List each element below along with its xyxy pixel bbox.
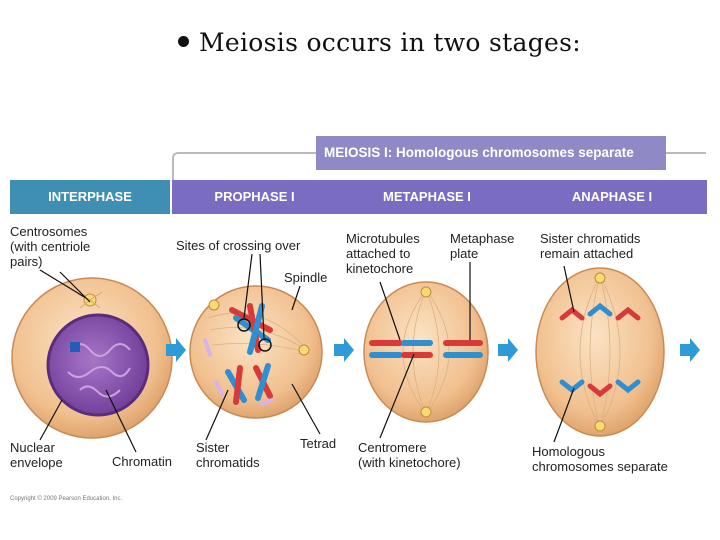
centrosome-icon [299, 345, 309, 355]
phase-prophase-i: PROPHASE I [172, 180, 337, 214]
centrosome-icon [209, 300, 219, 310]
label-chromatin: Chromatin [112, 454, 172, 469]
label-sister-chromatids: Sister chromatids [196, 440, 260, 470]
phase-anaphase-i: ANAPHASE I [517, 180, 707, 214]
slide-title-text: Meiosis occurs in two stages: [199, 28, 581, 57]
label-centromere: Centromere (with kinetochore) [358, 440, 461, 470]
centrosome-icon [421, 407, 431, 417]
meiosis-banner: MEIOSIS I: Homologous chromosomes separate [316, 136, 666, 170]
label-nuclear-envelope: Nuclear envelope [10, 440, 63, 470]
label-microtubules: Microtubules attached to kinetochore [346, 231, 420, 276]
phase-interphase: INTERPHASE [10, 180, 170, 214]
label-spindle: Spindle [284, 270, 328, 285]
label-crossing-over: Sites of crossing over [176, 238, 301, 253]
phase-metaphase-i: METAPHASE I [337, 180, 517, 214]
nucleolus [70, 342, 80, 352]
anaphase-cell [536, 268, 664, 436]
centrosome-icon [421, 287, 431, 297]
prophase-cell [190, 286, 322, 418]
copyright-text: Copyright © 2009 Pearson Education, Inc. [10, 496, 123, 502]
centrosome-icon [595, 421, 605, 431]
label-tetrad: Tetrad [300, 436, 337, 451]
centrosome-icon [595, 273, 605, 283]
interphase-cell [12, 278, 172, 438]
label-homologous: Homologous chromosomes separate [532, 444, 668, 474]
label-centrosomes: Centrosomes (with centriole pairs) [10, 224, 91, 269]
label-sister-attached: Sister chromatids remain attached [540, 231, 641, 261]
nucleus [48, 315, 148, 415]
label-metaphase-plate: Metaphase plate [450, 231, 515, 261]
